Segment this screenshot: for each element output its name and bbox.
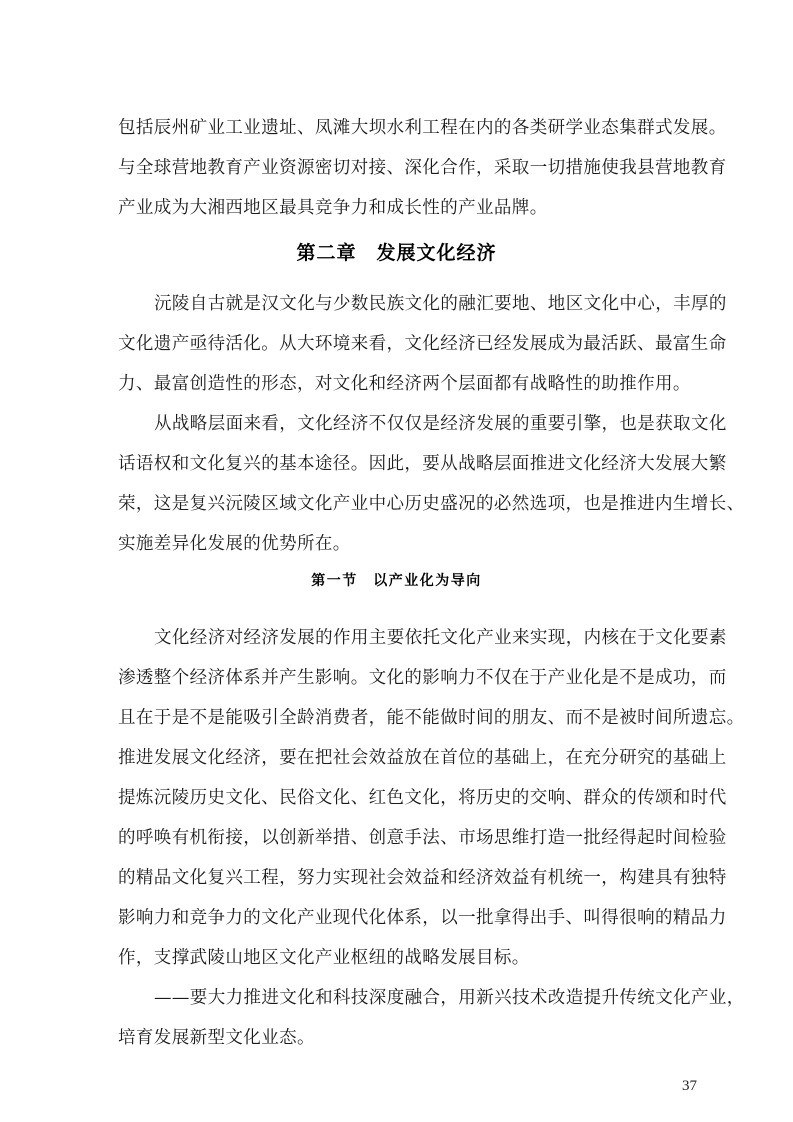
text-line: 提炼沅陵历史文化、民俗文化、红色文化，将历史的交响、群众的传颂和时代 xyxy=(118,788,727,808)
text-line: 推进发展文化经济，要在把社会效益放在首位的基础上，在充分研究的基础上 xyxy=(118,748,727,768)
text-line: 渗透整个经济体系并产生影响。文化的影响力不仅在于产业化是不是成功，而 xyxy=(118,668,727,688)
text-line: 话语权和文化复兴的基本途径。因此，要从战略层面推进文化经济大发展大繁 xyxy=(118,454,727,474)
chapter-title: 第二章 发展文化经济 xyxy=(296,242,497,264)
text-line: 荣，这是复兴沅陵区域文化产业中心历史盛况的必然选项，也是推进内生增长、 xyxy=(118,494,745,514)
text-line: 影响力和竞争力的文化产业现代化体系，以一批拿得出手、叫得很响的精品力 xyxy=(118,908,727,928)
text-line: 的呼唤有机衔接，以创新举措、创意手法、市场思维打造一批经得起时间检验 xyxy=(118,828,727,848)
text-line: 包括辰州矿业工业遗址、凤滩大坝水利工程在内的各类研学业态集群式发展。 xyxy=(118,118,727,138)
text-line: 文化经济对经济发展的作用主要依托文化产业来实现，内核在于文化要素 xyxy=(154,628,727,648)
text-line: 产业成为大湘西地区最具竞争力和成长性的产业品牌。 xyxy=(118,198,548,218)
text-line: 文化遗产亟待活化。从大环境来看，文化经济已经发展成为最活跃、最富生命 xyxy=(118,334,727,354)
text-line: 作，支撑武陵山地区文化产业枢纽的战略发展目标。 xyxy=(118,948,530,968)
page-number: 37 xyxy=(682,1078,697,1094)
text-line: 力、最富创造性的形态，对文化和经济两个层面都有战略性的助推作用。 xyxy=(118,374,691,394)
text-line: 与全球营地教育产业资源密切对接、深化合作，采取一切措施使我县营地教育 xyxy=(118,158,727,178)
text-line: ——要大力推进文化和科技深度融合，用新兴技术改造提升传统文化产业， xyxy=(154,988,745,1008)
text-line: 培育发展新型文化业态。 xyxy=(118,1028,315,1048)
text-line: 的精品文化复兴工程，努力实现社会效益和经济效益有机统一，构建具有独特 xyxy=(118,868,727,888)
text-line: 实施差异化发展的优势所在。 xyxy=(118,534,351,554)
text-line: 且在于是不是能吸引全龄消费者，能不能做时间的朋友、而不是被时间所遗忘。 xyxy=(118,708,745,728)
section-title: 第一节 以产业化为导向 xyxy=(311,573,482,589)
text-line: 沅陵自古就是汉文化与少数民族文化的融汇要地、地区文化中心，丰厚的 xyxy=(154,294,727,314)
text-line: 从战略层面来看，文化经济不仅仅是经济发展的重要引擎，也是获取文化 xyxy=(154,414,727,434)
